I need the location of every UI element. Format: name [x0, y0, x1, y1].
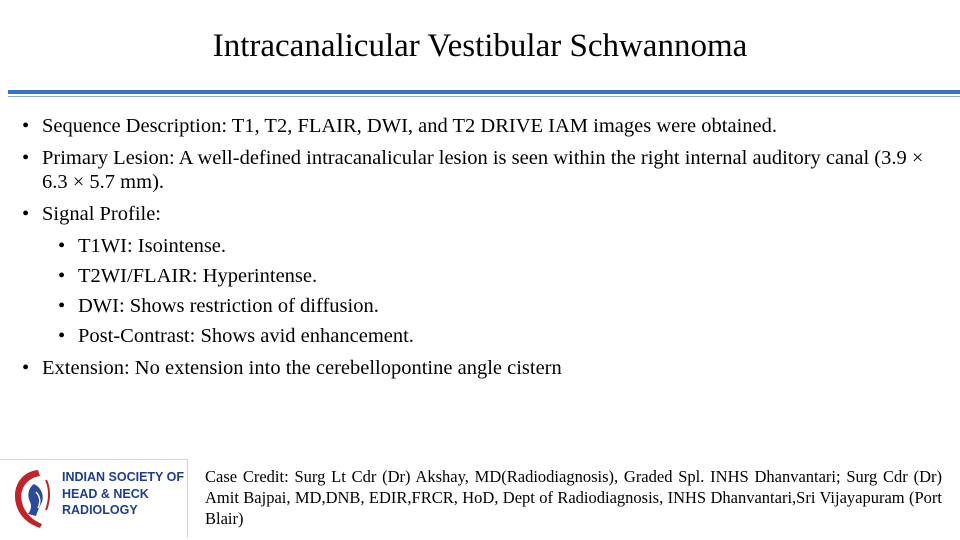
sub-bullet-text: Post-Contrast: Shows avid enhancement. [78, 325, 414, 347]
slide-title: Intracanalicular Vestibular Schwannoma [212, 28, 748, 64]
bullet-primary-lesion [22, 146, 942, 194]
sub-bullet-t2wi-flair [42, 264, 942, 288]
sub-bullet-text: DWI: Shows restriction of diffusion. [78, 295, 379, 317]
title-divider [8, 90, 960, 94]
bullet-text: Extension: No extension into the cerebellopontine angle cistern [42, 357, 562, 379]
bullet-dot: • [58, 325, 66, 347]
bullet-dot: • [22, 115, 30, 137]
sub-bullet-t1wi [42, 234, 942, 258]
sub-bullet-post-contrast [42, 324, 942, 348]
bullet-dot: • [22, 357, 30, 379]
bullet-text: Signal Profile: [42, 203, 162, 225]
bullet-text: Sequence Description: T1, T2, FLAIR, DWI, and T2 DRIVE IAM images were obtained. [42, 115, 777, 137]
case-credit: Case Credit: Surg Lt Cdr (Dr) Akshay, MD(Radiodiagnosis), Graded Spl. INHS Dhanvantari; Surg Cdr (Dr) Amit Bajpai, MD,DNB, EDIR,FRCR, HoD, Dept of Radiodiagnosis, INHS Dhanvantari,Sri Vijayapuram (Port Blair) [205, 467, 942, 528]
head-neck-emblem-icon [8, 462, 56, 534]
sub-bullet-dwi [42, 294, 942, 318]
society-logo [0, 459, 188, 538]
society-name-line: RADIOLOGY [62, 503, 138, 517]
bullet-text: Primary Lesion: A well-defined intracanalicular lesion is seen within the right internal auditory canal (3.9 × 6.3 × 5.7 mm). [42, 147, 924, 193]
bullet-extension [22, 356, 942, 380]
society-name-line: INDIAN SOCIETY OF [62, 470, 185, 484]
bullet-dot: • [58, 235, 66, 257]
bullet-dot: • [58, 265, 66, 287]
sub-bullet-text: T2WI/FLAIR: Hyperintense. [78, 265, 318, 287]
signal-profile-sublist [42, 234, 942, 348]
bullet-dot: • [22, 147, 30, 169]
bullet-dot: • [22, 203, 30, 225]
bullet-list [22, 114, 942, 388]
society-name [62, 469, 186, 519]
bullet-dot: • [58, 295, 66, 317]
society-name-line: HEAD & NECK [62, 486, 149, 501]
sub-bullet-text: T1WI: Isointense. [78, 235, 227, 257]
bullet-sequence-description [22, 114, 942, 138]
title-divider-thin [8, 96, 960, 97]
bullet-signal-profile [22, 202, 942, 348]
